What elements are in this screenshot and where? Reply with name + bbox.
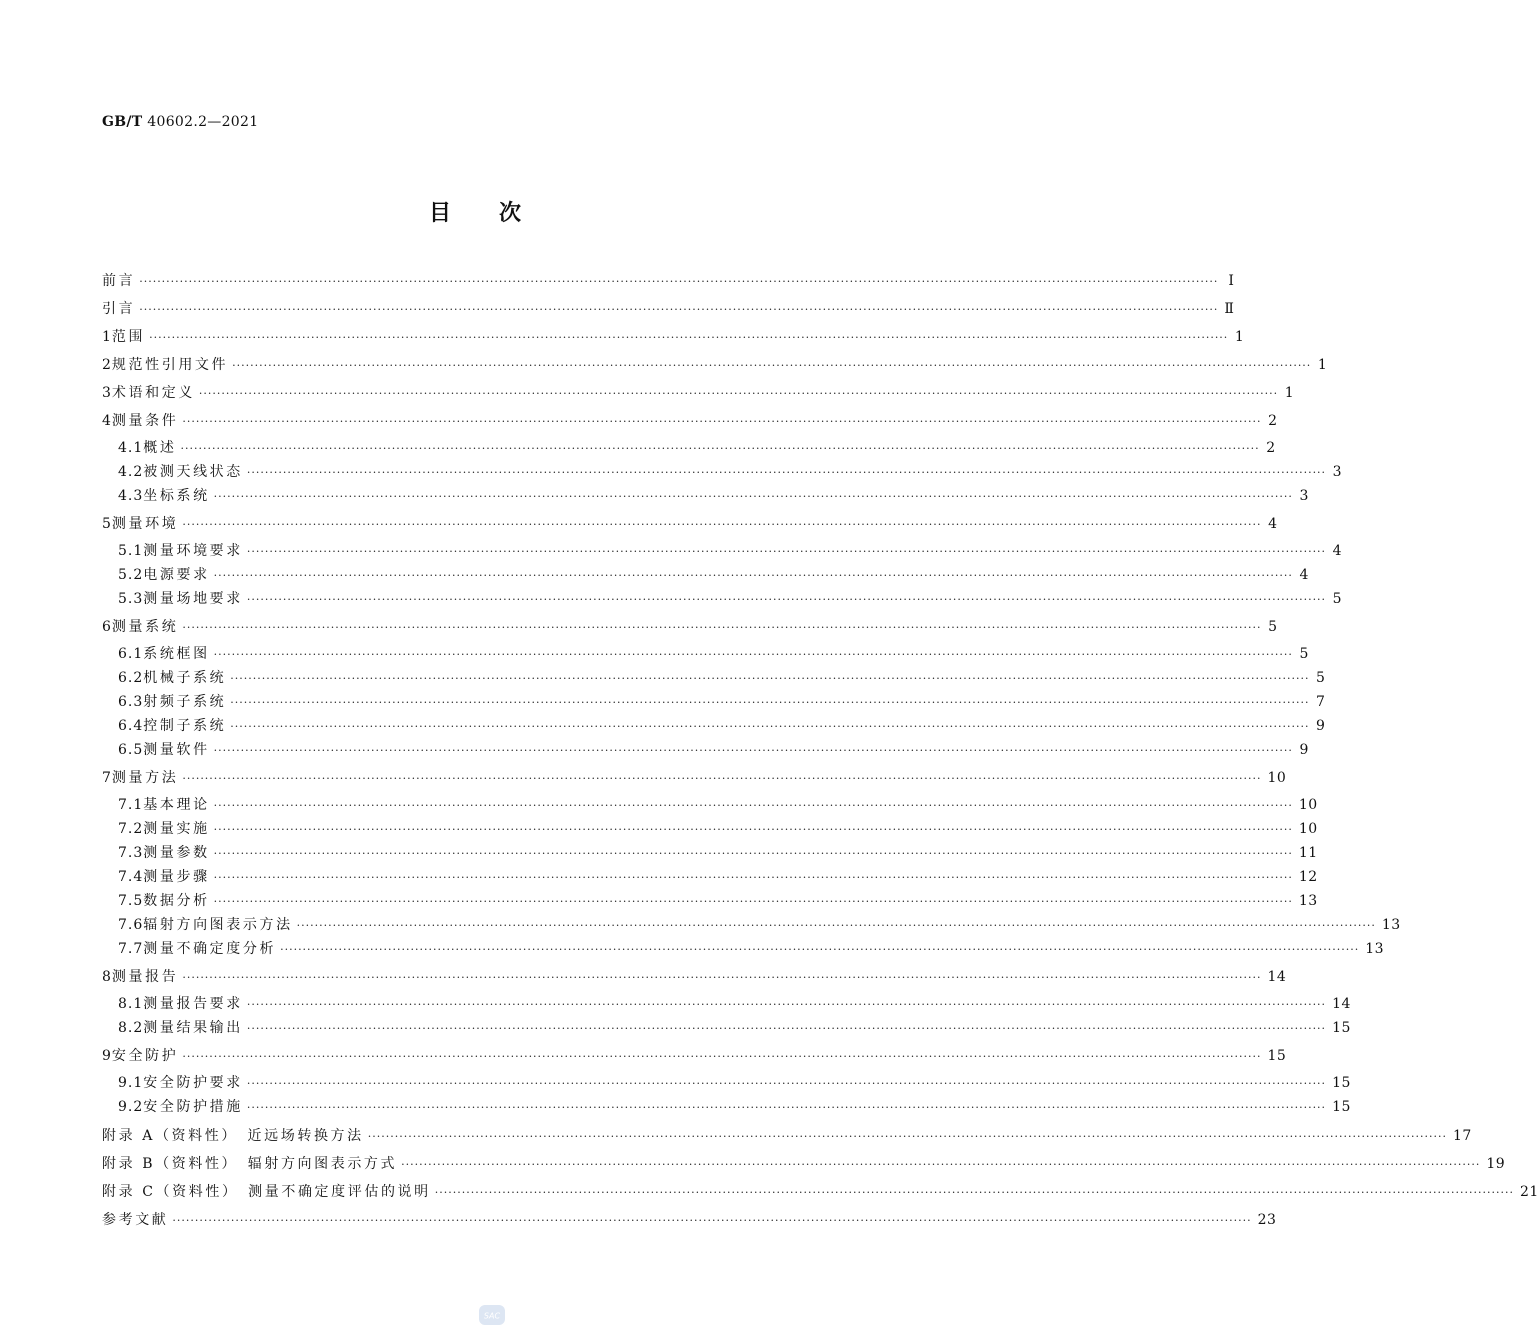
toc-entry-number: 5.3 (118, 591, 144, 607)
toc-entry[interactable] (118, 715, 1326, 737)
toc-entry-label: 辐射方向图表示方法 (143, 917, 293, 933)
toc-entry-label: 测量实施 (143, 821, 210, 837)
toc-entry[interactable] (102, 1153, 1506, 1175)
toc-dot-leader: ················································································································································································································································ (213, 799, 1293, 812)
toc-entry-page: 23 (1257, 1212, 1277, 1228)
toc-entry-label: 测量系统 (111, 619, 179, 635)
toc-entry-label: 附录 A（资料性） 近远场转换方法 (102, 1128, 364, 1144)
toc-entry-label: 概述 (143, 440, 177, 456)
toc-entry-label: 附录 B（资料性） 辐射方向图表示方式 (102, 1156, 398, 1172)
toc-entry-page: 10 (1298, 797, 1318, 813)
toc-entry-number: 7.4 (118, 869, 144, 885)
toc-entry-number: 4 (102, 413, 112, 429)
toc-entry-label: 规范性引用文件 (111, 357, 229, 373)
toc-entry-page: 2 (1266, 440, 1276, 456)
toc-entry[interactable] (102, 767, 1287, 789)
toc-dot-leader: ················································································································································································································································ (182, 772, 1262, 785)
toc-entry[interactable] (118, 1096, 1351, 1118)
toc-entry[interactable] (102, 326, 1245, 348)
toc-entry-number: 9.2 (118, 1099, 144, 1115)
toc-dot-leader: ················································································································································································································································ (182, 621, 1262, 634)
toc-dot-leader: ················································································································································································································································ (246, 1077, 1327, 1090)
toc-entry-label: 控制子系统 (143, 718, 227, 734)
toc-entry[interactable] (118, 691, 1326, 713)
toc-entry-label: 测量环境要求 (143, 543, 243, 559)
toc-entry-number: 7.5 (118, 893, 144, 909)
toc-entry[interactable] (102, 966, 1287, 988)
toc-entry-label: 测量环境 (111, 516, 179, 532)
standard-number (102, 114, 258, 130)
toc-entry-number: 4.2 (118, 464, 144, 480)
toc-entry-label: 射频子系统 (143, 694, 227, 710)
toc-entry-page: 1 (1284, 385, 1295, 401)
toc-dot-leader: ················································································································································································································································ (149, 331, 1229, 344)
toc-dot-leader: ················································································································································································································································ (182, 518, 1262, 531)
toc-entry[interactable] (118, 794, 1318, 816)
toc-entry-page: 10 (1267, 770, 1287, 786)
toc-dot-leader: ················································································································································································································································ (280, 943, 1360, 956)
toc-entry-page: Ⅱ (1224, 301, 1235, 317)
toc-entry[interactable] (102, 1045, 1287, 1067)
toc-entry[interactable] (102, 382, 1295, 404)
toc-entry-number: 5.1 (118, 543, 144, 559)
toc-dot-leader: ················································································································································································································································ (246, 1101, 1327, 1114)
toc-entry-page: 4 (1299, 567, 1309, 583)
toc-entry-number: 7 (102, 770, 112, 786)
toc-entry-page: 1 (1234, 329, 1245, 345)
toc-entry[interactable] (118, 1017, 1351, 1039)
toc-entry-number: 3 (102, 385, 112, 401)
toc-entry[interactable] (118, 643, 1309, 665)
toc-entry-label: 坐标系统 (143, 488, 210, 504)
toc-entry[interactable] (118, 866, 1318, 888)
toc-entry-page: 7 (1316, 694, 1326, 710)
toc-entry[interactable] (118, 818, 1318, 840)
toc-entry-number: 4.1 (118, 440, 144, 456)
toc-entry-label: 测量条件 (111, 413, 179, 429)
sac-logo-text: SAC (483, 1311, 501, 1321)
toc-entry-page: 3 (1332, 464, 1343, 480)
toc-entry-page: 3 (1299, 488, 1309, 504)
toc-dot-leader: ················································································································································································································································ (246, 466, 1327, 479)
toc-entry[interactable] (118, 1072, 1351, 1094)
toc-dot-leader: ················································································································································································································································ (230, 696, 1310, 709)
toc-entry-page: 15 (1332, 1020, 1351, 1036)
toc-entry-page: 5 (1316, 670, 1326, 686)
toc-entry-page: 5 (1268, 619, 1278, 635)
toc-entry[interactable] (118, 842, 1318, 864)
toc-entry-label: 安全防护要求 (143, 1075, 243, 1091)
toc-dot-leader: ················································································································································································································································ (213, 871, 1293, 884)
toc-entry[interactable] (102, 616, 1278, 638)
toc-entry-number: 5 (102, 516, 112, 532)
toc-entry-page: 14 (1267, 969, 1287, 985)
toc-entry-number: 6.2 (118, 670, 144, 686)
toc-entry-number: 7.3 (118, 845, 144, 861)
toc-entry-number: 2 (102, 357, 112, 373)
toc-entry-page: 21 (1519, 1184, 1539, 1200)
toc-dot-leader: ················································································································································································································································ (213, 648, 1293, 661)
toc-entry-page: 13 (1298, 893, 1318, 909)
toc-entry[interactable] (102, 410, 1278, 432)
toc-dot-leader: ················································································································································································································································ (246, 593, 1327, 606)
toc-entry[interactable] (118, 485, 1309, 507)
toc-entry-number: 9 (102, 1048, 112, 1064)
toc-dot-leader: ················································································································································································································································ (182, 971, 1262, 984)
toc-dot-leader: ················································································································································································································································ (182, 1050, 1262, 1063)
toc-entry-page: 10 (1298, 821, 1318, 837)
toc-entry-page: 15 (1267, 1048, 1287, 1064)
toc-entry[interactable] (102, 513, 1278, 535)
toc-entry-page: 2 (1268, 413, 1278, 429)
toc-dot-leader: ················································································································································································································································ (213, 823, 1293, 836)
toc-dot-leader: ················································································································································································································································ (230, 672, 1310, 685)
toc-entry[interactable] (118, 540, 1343, 562)
toc-entry[interactable] (118, 938, 1385, 960)
toc-entry[interactable] (118, 667, 1326, 689)
toc-entry-number: 6.3 (118, 694, 144, 710)
toc-entry-number: 6.5 (118, 742, 144, 758)
toc-entry-label: 安全防护 (111, 1048, 179, 1064)
toc-entry-page: 9 (1316, 718, 1326, 734)
sac-logo-icon (478, 1304, 506, 1326)
toc-entry-label: 测量报告 (111, 969, 179, 985)
toc-entry[interactable] (118, 437, 1276, 459)
toc-entry[interactable] (102, 298, 1235, 320)
toc-entry-label: 系统框图 (143, 646, 210, 662)
toc-entry-number: 7.2 (118, 821, 144, 837)
toc-entry[interactable] (118, 564, 1309, 586)
toc-dot-leader: ················································································································································································································································ (213, 744, 1293, 757)
toc-entry-label: 测量软件 (143, 742, 210, 758)
toc-entry-number: 4.3 (118, 488, 144, 504)
toc-entry-label: 参考文献 (102, 1212, 169, 1228)
toc-entry-page: 19 (1486, 1156, 1506, 1172)
toc-dot-leader: ················································································································································································································································ (172, 1214, 1252, 1227)
toc-entry-label: 电源要求 (143, 567, 210, 583)
toc-entry[interactable] (118, 588, 1343, 610)
toc-dot-leader: ················································································································································································································································ (367, 1130, 1447, 1143)
toc-dot-leader: ················································································································································································································································ (213, 895, 1293, 908)
toc-entry-number: 6.4 (118, 718, 144, 734)
toc-entry[interactable] (118, 461, 1343, 483)
toc-entry-label: 测量步骤 (143, 869, 210, 885)
toc-entry-label: 机械子系统 (143, 670, 227, 686)
toc-entry-page: 15 (1332, 1099, 1351, 1115)
toc-entry-page: 5 (1332, 591, 1343, 607)
toc-entry-label: 测量参数 (143, 845, 210, 861)
page-title: 目次 (428, 200, 569, 226)
toc-dot-leader: ················································································································································································································································ (213, 847, 1293, 860)
toc-dot-leader: ················································································································································································································································ (246, 998, 1327, 1011)
toc-entry[interactable] (102, 354, 1328, 376)
toc-entry-page: 11 (1298, 845, 1318, 861)
toc-entry-number: 1 (102, 329, 112, 345)
toc-dot-leader: ················································································································································································································································ (246, 545, 1327, 558)
toc-entry-page: 13 (1381, 917, 1401, 933)
toc-entry-label: 测量不确定度分析 (143, 941, 277, 957)
toc-entry[interactable] (102, 270, 1235, 292)
toc-entry[interactable] (118, 914, 1401, 936)
toc-dot-leader: ················································································································································································································································ (296, 919, 1376, 932)
toc-entry-label: 测量场地要求 (143, 591, 243, 607)
standard-code: 40602.2—2021 (147, 114, 259, 130)
toc-dot-leader: ················································································································································································································································ (198, 387, 1279, 400)
toc-entry-label: 基本理论 (143, 797, 210, 813)
toc-entry-label: 数据分析 (143, 893, 210, 909)
toc-entry-page: 14 (1332, 996, 1351, 1012)
toc-dot-leader: ················································································································································································································································ (139, 275, 1219, 288)
toc-dot-leader: ················································································································································································································································ (246, 1022, 1327, 1035)
toc-entry[interactable] (118, 890, 1318, 912)
toc-entry-page: 4 (1268, 516, 1278, 532)
toc-entry[interactable] (102, 1125, 1472, 1147)
toc-dot-leader: ················································································································································································································································ (213, 569, 1293, 582)
toc-dot-leader: ················································································································································································································································ (139, 303, 1219, 316)
toc-entry-label: 引言 (102, 301, 136, 317)
toc-dot-leader: ················································································································································································································································ (213, 490, 1293, 503)
toc-entry-page: 15 (1332, 1075, 1351, 1091)
toc-entry-label: 安全防护措施 (143, 1099, 243, 1115)
toc-entry-number: 5.2 (118, 567, 144, 583)
toc-entry-number: 9.1 (118, 1075, 144, 1091)
toc-entry[interactable] (102, 1181, 1539, 1203)
toc-dot-leader: ················································································································································································································································ (232, 359, 1312, 372)
toc-entry-label: 被测天线状态 (143, 464, 243, 480)
toc-entry-label: 附录 C（资料性） 测量不确定度评估的说明 (102, 1184, 431, 1200)
toc-entry-number: 6.1 (118, 646, 144, 662)
toc-entry-label: 测量报告要求 (143, 996, 243, 1012)
toc-entry-page: 9 (1299, 742, 1309, 758)
toc-entry[interactable] (118, 739, 1309, 761)
toc-entry-page: 5 (1299, 646, 1309, 662)
toc-entry-label: 前言 (102, 273, 136, 289)
toc-entry[interactable] (118, 993, 1351, 1015)
toc-entry-page: 12 (1298, 869, 1318, 885)
toc-entry-number: 7.1 (118, 797, 144, 813)
toc-entry-number: 8.1 (118, 996, 144, 1012)
toc-entry-label: 范围 (111, 329, 146, 345)
toc-entry-page: 17 (1452, 1128, 1472, 1144)
toc-dot-leader: ················································································································································································································································ (401, 1158, 1481, 1171)
toc-entry-page: 4 (1332, 543, 1343, 559)
toc-entry-number: 7.6 (118, 917, 144, 933)
toc-entry-number: 6 (102, 619, 112, 635)
toc-dot-leader: ················································································································································································································································ (182, 415, 1262, 428)
toc-entry-label: 测量方法 (111, 770, 179, 786)
toc-dot-leader: ················································································································································································································································ (180, 442, 1260, 455)
toc-entry[interactable] (102, 1209, 1277, 1231)
toc-entry-number: 7.7 (118, 941, 144, 957)
toc-entry-label: 测量结果输出 (143, 1020, 243, 1036)
toc-dot-leader: ················································································································································································································································ (434, 1186, 1514, 1199)
toc-entry-label: 术语和定义 (111, 385, 195, 401)
toc-entry-page: 1 (1317, 357, 1328, 373)
toc-dot-leader: ················································································································································································································································ (230, 720, 1310, 733)
toc-entry-number: 8.2 (118, 1020, 144, 1036)
toc-entry-page: 13 (1365, 941, 1385, 957)
toc-entry-page: Ⅰ (1228, 273, 1235, 289)
toc-entry-number: 8 (102, 969, 112, 985)
standard-prefix: GB/T (102, 114, 143, 130)
